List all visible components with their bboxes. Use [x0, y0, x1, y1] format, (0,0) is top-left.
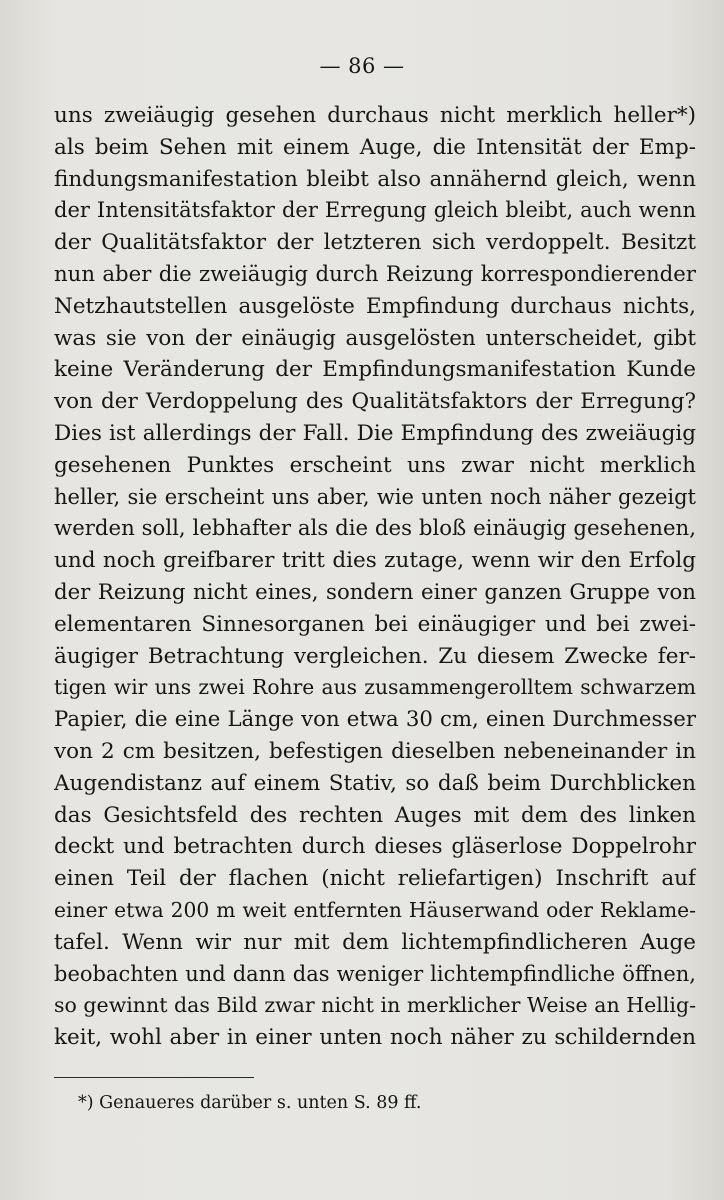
text-line: der Intensitätsfaktor der Erregung gleich bleibt, auch wenn [54, 198, 696, 223]
text-line: äugiger Betrachtung vergleichen. Zu diesem Zwecke fer- [54, 643, 696, 669]
text-line: was sie von der einäugig ausgelösten unterscheidet, gibt [54, 325, 696, 351]
text-line: so gewinnt das Bild zwar nicht in merklicher Weise an Hellig- [54, 993, 696, 1018]
footnote-divider [54, 1077, 254, 1078]
text-line: keine Veränderung der Empfindungsmanifestation Kunde [54, 357, 696, 383]
text-line: nun aber die zweiäugig durch Reizung korrespondierender [54, 261, 696, 287]
text-line: als beim Sehen mit einem Auge, die Intensität der Emp- [54, 134, 696, 160]
text-line: und noch greifbarer tritt dies zutage, wenn wir den Erfolg [54, 548, 696, 574]
text-line: das Gesichtsfeld des rechten Auges mit dem des linken [54, 802, 696, 828]
text-line: der Qualitätsfaktor der letzteren sich verdoppelt. Besitzt [54, 230, 696, 256]
footnote: *) Genaueres darüber s. unten S. 89 ff. [78, 1093, 422, 1113]
text-line: der Reizung nicht eines, sondern einer ganzen Gruppe von [54, 579, 696, 605]
text-line: Netzhautstellen ausgelöste Empfindung durchaus nichts, [54, 293, 696, 319]
text-line: tafel. Wenn wir nur mit dem lichtempfindlicheren Auge [54, 929, 696, 955]
text-line: Augendistanz auf einem Stativ, so daß beim Durchblicken [54, 770, 696, 796]
text-line: Papier, die eine Länge von etwa 30 cm, einen Durchmesser [54, 707, 696, 733]
text-line: deckt und betrachten durch dieses gläserlose Doppelrohr [54, 834, 696, 860]
page-number: — 86 — [319, 54, 405, 78]
body-text [54, 100, 696, 1054]
text-line: von 2 cm besitzen, befestigen dieselben nebeneinander in [54, 738, 696, 764]
text-line: tigen wir uns zwei Rohre aus zusammengerolltem schwarzem [54, 675, 696, 700]
text-line: heller, sie erscheint uns aber, wie unten noch näher gezeigt [54, 484, 696, 509]
text-line: einen Teil der flachen (nicht reliefartigen) Inschrift auf [54, 866, 696, 892]
text-line: findungsmanifestation bleibt also annähernd gleich, wenn [54, 166, 696, 192]
text-line: von der Verdoppelung des Qualitätsfaktors der Erregung? [54, 389, 696, 415]
text-line: einer etwa 200 m weit entfernten Häuserwand oder Reklame- [54, 897, 696, 922]
text-line: keit, wohl aber in einer unten noch näher zu schildernden [54, 1025, 696, 1051]
text-line: uns zweiäugig gesehen durchaus nicht merklich heller*) [54, 103, 696, 128]
text-line: elementaren Sinnesorganen bei einäugiger und bei zwei- [54, 611, 696, 637]
text-line: gesehenen Punktes erscheint uns zwar nicht merklich [54, 452, 696, 478]
text-line: beobachten und dann das weniger lichtempfindliche öffnen, [54, 961, 696, 986]
text-line: werden soll, lebhafter als die des bloß einäugig gesehenen, [54, 516, 696, 542]
text-line: Dies ist allerdings der Fall. Die Empfindung des zweiäugig [54, 420, 696, 446]
